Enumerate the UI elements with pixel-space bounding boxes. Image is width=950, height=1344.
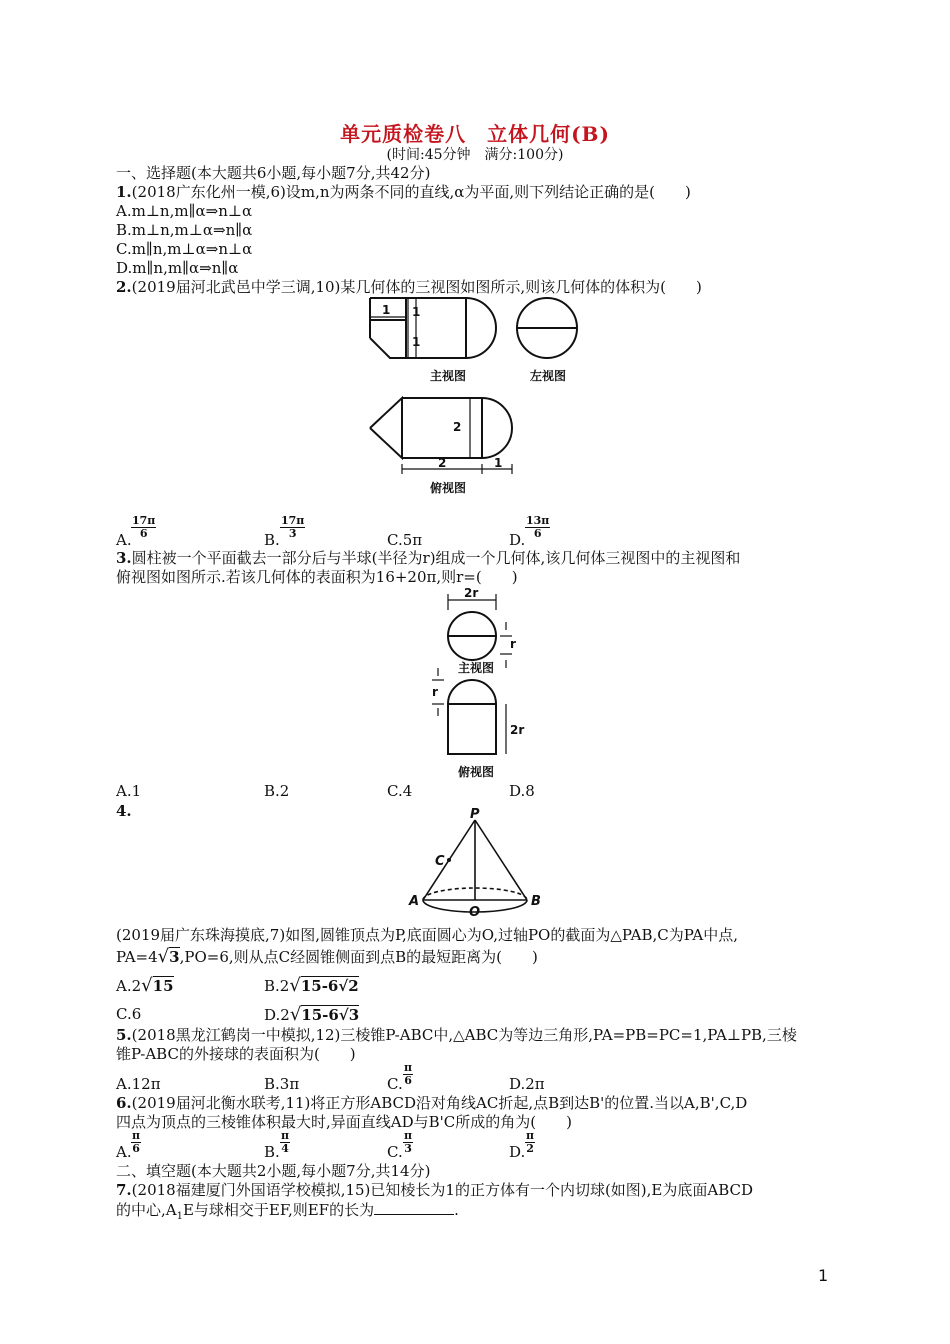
dim-label: 1 xyxy=(412,305,421,319)
point-label: P xyxy=(470,807,480,822)
question-number: 3. xyxy=(116,549,132,567)
option-5a: A.12π xyxy=(116,1075,161,1093)
question-3 xyxy=(116,549,740,568)
option-2a-fraction: $\frac{17\pi}{6}$ xyxy=(132,514,156,540)
three-view-figure-q2 xyxy=(360,296,600,506)
page-title: 单元质检卷八 立体几何(B) xyxy=(340,122,610,146)
page-subtitle: (时间:45分钟 满分:100分) xyxy=(386,147,564,163)
question-4-text-cont: PA=4√3,PO=6,则从点C经圆锥侧面到点B的最短距离为( ) xyxy=(116,946,538,967)
three-view-figure-q3 xyxy=(430,586,550,780)
question-text: (2018黑龙江鹤岗一中模拟,12)三棱锥P-ABC中,△ABC为等边三角形,PA=PB=PC=1,PA⊥PB,三棱 xyxy=(131,1026,797,1044)
question-text: (2018广东化州一模,6)设m,n为两条不同的直线,α为平面,则下列结论正确的是( ) xyxy=(131,183,691,201)
dim-label: 1 xyxy=(412,335,421,349)
question-number: 2. xyxy=(116,278,132,296)
option-6b-prefix: B. xyxy=(264,1143,280,1161)
option-6d-fraction: $\frac{\pi}{2}$ xyxy=(526,1129,535,1155)
option-6a-prefix: A. xyxy=(116,1143,132,1161)
option-5c-fraction: $\frac{\pi}{6}$ xyxy=(404,1061,413,1087)
option-6b-fraction: $\frac{\pi}{4}$ xyxy=(281,1129,290,1155)
section-heading-choice: 一、选择题(本大题共6小题,每小题7分,共42分) xyxy=(116,164,431,182)
option-1c: C.m∥n,m⊥α⇒n⊥α xyxy=(116,240,253,258)
front-view-caption: 主视图 xyxy=(458,661,495,675)
question-text: (2019届河北衡水联考,11)将正方形ABCD沿对角线AC折起,点B到达B'的位置.当以A,B',C,D xyxy=(131,1094,748,1112)
option-1b: B.m⊥n,m⊥α⇒n∥α xyxy=(116,221,253,239)
option-5c-prefix: C. xyxy=(387,1075,403,1093)
question-6 xyxy=(116,1094,747,1113)
dim-label: 2r xyxy=(510,723,525,737)
front-view-caption: 主视图 xyxy=(430,369,467,383)
option-3c: C.4 xyxy=(387,782,413,800)
point-label: C xyxy=(435,854,445,869)
page-number: 1 xyxy=(818,1266,829,1285)
question-number: 7. xyxy=(116,1181,132,1199)
section-heading-fill: 二、填空题(本大题共2小题,每小题7分,共14分) xyxy=(116,1162,431,1180)
dim-label: 1 xyxy=(382,303,391,317)
question-number: 1. xyxy=(116,183,132,201)
option-2a-prefix: A. xyxy=(116,531,132,549)
question-text: (2019届河北武邑中学三调,10)某几何体的三视图如图所示,则该几何体的体积为( ) xyxy=(131,278,702,296)
point-label: O xyxy=(469,905,481,920)
dim-label: 1 xyxy=(494,456,503,470)
option-2b-prefix: B. xyxy=(264,531,280,549)
option-5d: D.2π xyxy=(509,1075,545,1093)
top-view-caption: 俯视图 xyxy=(430,481,467,495)
option-1a: A.m⊥n,m∥α⇒n⊥α xyxy=(116,202,253,220)
question-number: 6. xyxy=(116,1094,132,1112)
question-4-text: (2019届广东珠海摸底,7)如图,圆锥顶点为P,底面圆心为O,过轴PO的截面为△PAB,C为PA中点, xyxy=(116,926,739,944)
dim-label: r xyxy=(510,637,516,651)
option-5b: B.3π xyxy=(264,1075,300,1093)
dim-label: 2r xyxy=(464,586,479,600)
left-view-caption: 左视图 xyxy=(530,369,567,383)
dim-label: 2 xyxy=(438,456,447,470)
option-2d-fraction: $\frac{13\pi}{6}$ xyxy=(526,514,550,540)
question-7-cont: 的中心$,A_1E$与球相交于EF,则EF的长为 . xyxy=(116,1201,459,1222)
option-6a-fraction: $\frac{\pi}{6}$ xyxy=(132,1129,141,1155)
option-2c: C.5π xyxy=(387,531,423,549)
question-1 xyxy=(116,183,691,202)
question-5 xyxy=(116,1026,797,1045)
dim-label: 2 xyxy=(453,420,462,434)
option-4a: A.2√15 xyxy=(116,975,174,996)
option-2d-prefix: D. xyxy=(509,531,526,549)
question-6-cont: 四点为顶点的三棱锥体积最大时,异面直线AD与B'C所成的角为( ) xyxy=(116,1113,572,1131)
option-3b: B.2 xyxy=(264,782,290,800)
option-3d: D.8 xyxy=(509,782,535,800)
option-6d-prefix: D. xyxy=(509,1143,526,1161)
dim-label: r xyxy=(432,685,438,699)
point-label: B xyxy=(531,894,541,909)
answer-blank[interactable] xyxy=(374,1200,454,1215)
question-5-cont: 锥P-ABC的外接球的表面积为( ) xyxy=(116,1045,356,1063)
option-4b: B.2√15-6√2 xyxy=(264,975,359,996)
option-6c-prefix: C. xyxy=(387,1143,403,1161)
option-1d: D.m∥n,m∥α⇒n∥α xyxy=(116,259,239,277)
option-4d: D.2√15-6√3 xyxy=(264,1004,360,1025)
question-3-cont: 俯视图如图所示.若该几何体的表面积为16+20π,则r=( ) xyxy=(116,568,518,586)
question-text: 圆柱被一个平面截去一部分后与半球(半径为r)组成一个几何体,该几何体三视图中的主视图和 xyxy=(131,549,741,567)
point-label: A xyxy=(409,894,420,909)
top-view-caption: 俯视图 xyxy=(458,765,495,779)
question-7 xyxy=(116,1181,753,1200)
question-number: 4. xyxy=(116,802,132,820)
option-6c-fraction: $\frac{\pi}{3}$ xyxy=(404,1129,413,1155)
option-4c: C.6 xyxy=(116,1005,142,1023)
question-number: 5. xyxy=(116,1026,132,1044)
question-text: (2018福建厦门外国语学校模拟,15)已知棱长为1的正方体有一个内切球(如图),E为底面ABCD xyxy=(131,1181,754,1199)
question-2 xyxy=(116,278,702,297)
option-3a: A.1 xyxy=(116,782,142,800)
option-2b-fraction: $\frac{17\pi}{3}$ xyxy=(281,514,305,540)
cone-figure-q4 xyxy=(395,807,555,922)
